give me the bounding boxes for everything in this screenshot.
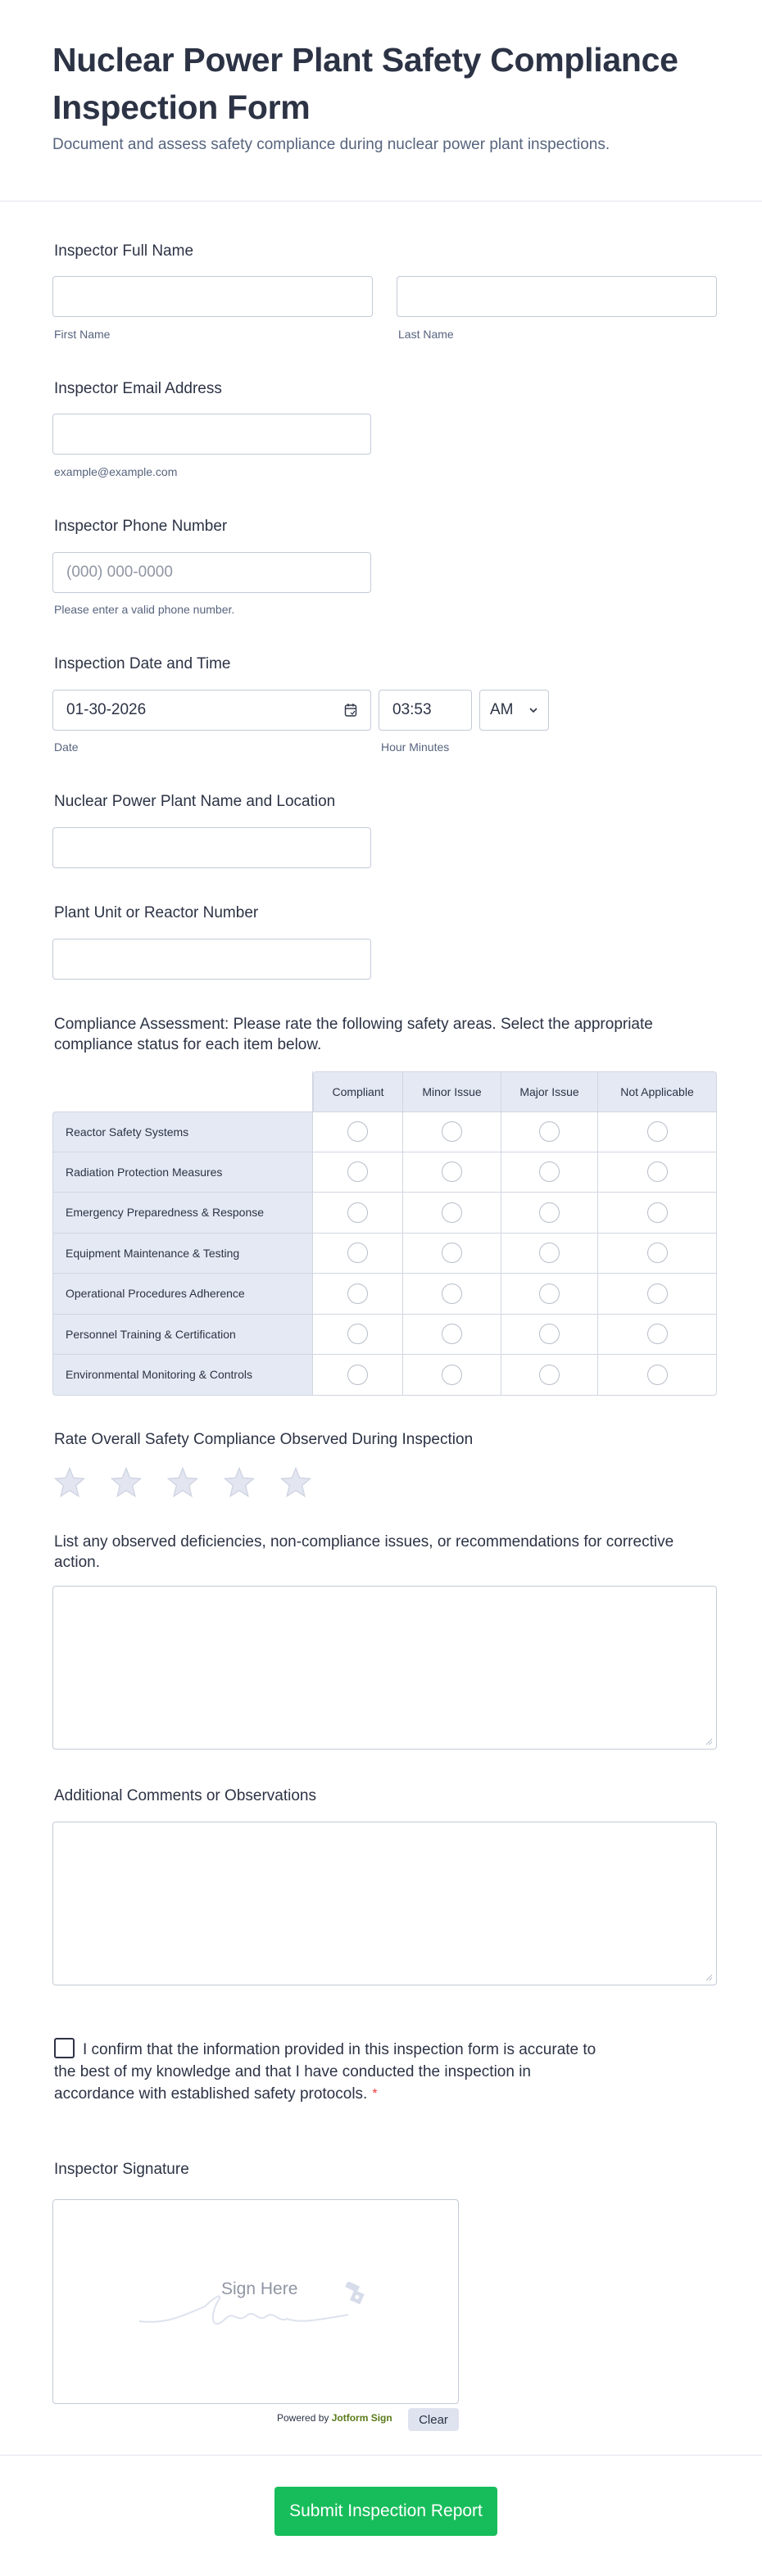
matrix-col-header: Compliant <box>313 1071 403 1111</box>
matrix-cell <box>598 1315 717 1356</box>
plant-input[interactable] <box>52 827 371 868</box>
matrix-cell <box>313 1152 403 1193</box>
matrix-row <box>52 1234 717 1274</box>
matrix-radio[interactable] <box>647 1161 668 1182</box>
matrix-cell <box>403 1193 501 1234</box>
comments-textarea[interactable] <box>52 1822 717 1985</box>
date-value: 01-30-2026 <box>66 701 147 718</box>
phone-label: Inspector Phone Number <box>54 518 228 535</box>
matrix-radio[interactable] <box>539 1121 560 1142</box>
date-sublabel: Date <box>54 740 79 754</box>
matrix-radio[interactable] <box>647 1283 668 1304</box>
submit-button[interactable]: Submit Inspection Report <box>274 2487 497 2536</box>
footer-divider <box>0 2455 762 2456</box>
matrix-label: Compliance Assessment: Please rate the following safety areas. Select the appropriate compliance status for each item below. <box>54 1016 653 1053</box>
matrix-row <box>52 1274 717 1315</box>
matrix-cell <box>403 1234 501 1274</box>
matrix-cell <box>313 1355 403 1396</box>
last-name-input[interactable] <box>397 276 717 317</box>
star-icon[interactable] <box>222 1466 256 1499</box>
confirmation-checkbox[interactable] <box>54 2038 75 2058</box>
compliance-matrix <box>52 1071 717 1396</box>
matrix-row-label: Radiation Protection Measures <box>52 1152 313 1193</box>
matrix-cell <box>598 1274 717 1315</box>
matrix-cell <box>598 1111 717 1152</box>
confirmation-row <box>54 2038 611 2105</box>
plant-label: Nuclear Power Plant Name and Location <box>54 793 336 810</box>
signature-placeholder: Sign Here <box>221 2279 298 2298</box>
star-rating <box>52 1466 313 1499</box>
rating-label: Rate Overall Safety Compliance Observed During Inspection <box>54 1431 474 1448</box>
comments-label: Additional Comments or Observations <box>54 1787 316 1804</box>
matrix-cell <box>501 1315 598 1356</box>
unit-label: Plant Unit or Reactor Number <box>54 904 259 921</box>
clear-signature-button[interactable]: Clear <box>408 2408 459 2431</box>
matrix-cell <box>403 1111 501 1152</box>
matrix-radio[interactable] <box>647 1324 668 1344</box>
star-icon[interactable] <box>109 1466 143 1499</box>
matrix-radio[interactable] <box>442 1283 462 1304</box>
matrix-radio[interactable] <box>347 1202 368 1223</box>
matrix-cell <box>501 1234 598 1274</box>
signature-label: Inspector Signature <box>54 2161 189 2178</box>
unit-input[interactable] <box>52 939 371 980</box>
matrix-header-row <box>52 1071 717 1111</box>
matrix-row <box>52 1152 717 1193</box>
matrix-row <box>52 1315 717 1356</box>
matrix-radio[interactable] <box>442 1324 462 1344</box>
matrix-radio[interactable] <box>539 1202 560 1223</box>
last-name-sublabel: Last Name <box>398 328 454 341</box>
matrix-cell <box>313 1315 403 1356</box>
matrix-row <box>52 1111 717 1152</box>
matrix-cell <box>501 1355 598 1396</box>
matrix-radio[interactable] <box>539 1324 560 1344</box>
matrix-cell <box>313 1111 403 1152</box>
matrix-cell <box>598 1234 717 1274</box>
matrix-radio[interactable] <box>442 1202 462 1223</box>
deficiencies-label: List any observed deficiencies, non-compliance issues, or recommendations for corrective action. <box>54 1533 674 1571</box>
date-input[interactable] <box>52 690 371 731</box>
phone-placeholder: (000) 000-0000 <box>66 564 173 581</box>
matrix-corner <box>52 1071 313 1111</box>
matrix-cell <box>598 1152 717 1193</box>
matrix-radio[interactable] <box>347 1161 368 1182</box>
matrix-col-header: Not Applicable <box>598 1071 717 1111</box>
email-input[interactable] <box>52 414 371 455</box>
matrix-radio[interactable] <box>347 1121 368 1142</box>
matrix-cell <box>403 1355 501 1396</box>
powered-by-text: Powered by <box>277 2412 329 2424</box>
email-label: Inspector Email Address <box>54 380 222 397</box>
matrix-radio[interactable] <box>647 1121 668 1142</box>
deficiencies-textarea[interactable] <box>52 1586 717 1750</box>
ampm-value: AM <box>490 701 514 718</box>
matrix-row <box>52 1193 717 1234</box>
matrix-radio[interactable] <box>647 1365 668 1385</box>
matrix-cell <box>501 1193 598 1234</box>
matrix-cell <box>313 1193 403 1234</box>
matrix-radio[interactable] <box>347 1283 368 1304</box>
datetime-label: Inspection Date and Time <box>54 655 231 672</box>
star-icon[interactable] <box>279 1466 313 1499</box>
matrix-radio[interactable] <box>539 1283 560 1304</box>
matrix-cell <box>313 1234 403 1274</box>
resize-handle-icon[interactable] <box>705 1737 713 1745</box>
matrix-radio[interactable] <box>539 1243 560 1263</box>
powered-by-brand[interactable]: Jotform Sign <box>331 2412 392 2424</box>
required-asterisk: * <box>372 2087 378 2101</box>
matrix-body <box>52 1111 717 1396</box>
ampm-select[interactable] <box>479 690 549 731</box>
matrix-cell <box>598 1193 717 1234</box>
powered-by <box>277 2412 392 2424</box>
matrix-cell <box>501 1111 598 1152</box>
matrix-radio[interactable] <box>347 1365 368 1385</box>
signature-pad[interactable] <box>52 2199 459 2404</box>
phone-input[interactable] <box>52 552 371 593</box>
matrix-radio[interactable] <box>442 1243 462 1263</box>
matrix-row <box>52 1355 717 1396</box>
matrix-radio[interactable] <box>442 1365 462 1385</box>
resize-handle-icon[interactable] <box>705 1973 713 1981</box>
email-sublabel: example@example.com <box>54 465 178 478</box>
matrix-row-label: Emergency Preparedness & Response <box>52 1193 313 1234</box>
first-name-input[interactable] <box>52 276 373 317</box>
matrix-col-header: Minor Issue <box>403 1071 501 1111</box>
matrix-col-header: Major Issue <box>501 1071 598 1111</box>
form-header <box>0 0 762 201</box>
phone-sublabel: Please enter a valid phone number. <box>54 603 235 616</box>
calendar-icon[interactable] <box>344 703 357 718</box>
time-input[interactable]: 03:53 <box>379 690 472 731</box>
confirmation-text: I confirm that the information provided in this inspection form is accurate to the best of my knowledge and that I have conducted the inspection in accordance with established safety protocols. <box>54 2041 596 2103</box>
matrix-radio[interactable] <box>647 1202 668 1223</box>
full-name-label: Inspector Full Name <box>54 242 194 260</box>
chevron-down-icon <box>528 707 538 713</box>
matrix-cell <box>501 1152 598 1193</box>
matrix-cell <box>501 1274 598 1315</box>
matrix-radio[interactable] <box>539 1365 560 1385</box>
form-title: Nuclear Power Plant Safety Compliance Inspection Form <box>52 41 678 126</box>
matrix-cell <box>403 1274 501 1315</box>
matrix-cell <box>598 1355 717 1396</box>
matrix-cell <box>403 1152 501 1193</box>
star-icon[interactable] <box>166 1466 200 1499</box>
star-icon[interactable] <box>52 1466 87 1499</box>
matrix-row-label: Reactor Safety Systems <box>52 1111 313 1152</box>
matrix-radio[interactable] <box>442 1161 462 1182</box>
matrix-cell <box>403 1315 501 1356</box>
matrix-radio[interactable] <box>539 1161 560 1182</box>
matrix-radio[interactable] <box>347 1324 368 1344</box>
matrix-row-label: Environmental Monitoring & Controls <box>52 1355 313 1396</box>
form-subtitle: Document and assess safety compliance during nuclear power plant inspections. <box>52 136 610 153</box>
first-name-sublabel: First Name <box>54 328 111 341</box>
matrix-radio[interactable] <box>347 1243 368 1263</box>
matrix-row-label: Operational Procedures Adherence <box>52 1274 313 1315</box>
matrix-radio[interactable] <box>647 1243 668 1263</box>
matrix-radio[interactable] <box>442 1121 462 1142</box>
matrix-row-label: Personnel Training & Certification <box>52 1315 313 1356</box>
matrix-row-label: Equipment Maintenance & Testing <box>52 1234 313 1274</box>
matrix-cell <box>313 1274 403 1315</box>
time-sublabel: Hour Minutes <box>381 740 450 754</box>
